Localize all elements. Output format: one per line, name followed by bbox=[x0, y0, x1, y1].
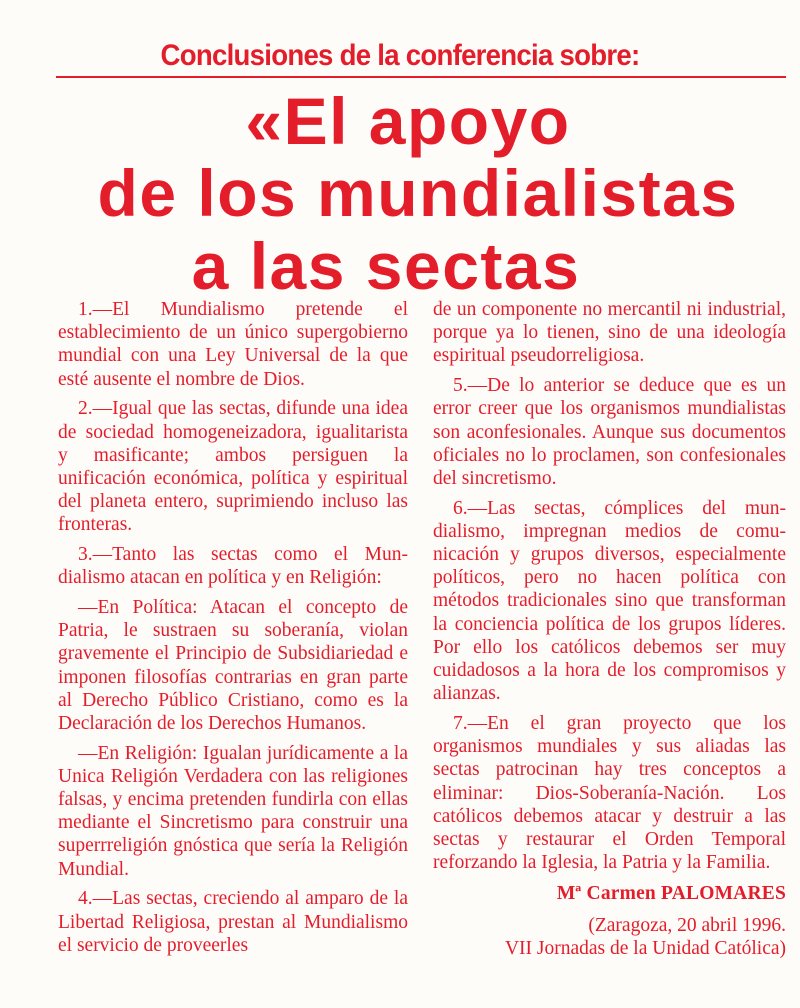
article-title-line-3: a las sectas bbox=[191, 229, 581, 303]
article-subtitle: Conclusiones de la conferencia sobre: bbox=[160, 39, 640, 72]
paragraph-5: 5.—De lo anterior se deduce que es un error creer que los organismos mundialistas son aconfesionales. Aunque sus documentos oficiales no lo proclamen, son confesionales del sincretismo. bbox=[433, 375, 786, 489]
paragraph-4-continuation: de un componente no mercantil ni industrial, porque ya lo tienen, sino de una ideología espiritual pseudorreligiosa. bbox=[433, 299, 786, 367]
subtitle-rule bbox=[56, 76, 786, 78]
left-text-column bbox=[58, 298, 408, 963]
signature-event: VII Jornadas de la Unidad Católica) bbox=[504, 937, 786, 959]
paragraph-3: 3.—Tanto las sectas como el Mundialismo atacan en política y en Religión: bbox=[58, 544, 408, 589]
paragraph-6: 6.—Las sectas, cómplices del mundialismo, impregnan medios de comunicación y grupos diversos, especialmente políticos, pero no hacen política con métodos tradicionales sino que transforman la conciencia política de los grupos líderes. Por ello los católicos debemos ser muy cuidadosos a la hora de los compromisos y alianzas. bbox=[433, 497, 786, 705]
right-text-column bbox=[433, 298, 786, 960]
article-title-line-1: «El apoyo bbox=[245, 84, 571, 158]
paragraph-2: 2.—Igual que las sectas, difunde una idea de sociedad homogeneizadora, igualitarista y masificante; ambos persiguen la unificación económica, política y espiritual del planeta entero, suprimiendo incluso las fronteras. bbox=[58, 398, 408, 536]
paragraph-7: 7.—En el gran proyecto que los organismos mundiales y sus aliadas las sectas patrocinan hay tres conceptos a eliminar: Dios-Soberanía-Nación. Los católicos debemos atacar y destruir a las sectas y restaurar el Orden Temporal reforzando la Iglesia, la Patria y la Familia. bbox=[433, 712, 786, 874]
paragraph-1: 1.—El Mundialismo pretende el establecimiento de un único supergobierno mundial con una Ley Universal de la que esté ausente el nombre de Dios. bbox=[58, 299, 408, 390]
signature-place-date: (Zaragoza, 20 abril 1996. bbox=[588, 914, 786, 936]
paragraph-3-religion: —En Religión: Igualan jurídicamente a la Unica Religión Verdadera con las religiones falsas, y encima pretenden fundirla con ellas mediante el Sincretismo para construir una superrreligión gnóstica que sería la Religión Mundial. bbox=[58, 742, 408, 880]
paragraph-3-politica: —En Política: Atacan el concepto de Patria, le sustraen su soberanía, violan gravemente el Principio de Subsidiariedad e imponen filosofías contrarias en gran parte al Derecho Público Cristiano, como es la Declaración de los Derechos Humanos. bbox=[58, 596, 408, 734]
paragraph-4: 4.—Las sectas, creciendo al amparo de la Libertad Religiosa, prestan al Mundialismo el servicio de proveerles bbox=[58, 888, 408, 956]
article-title-line-2: de los mundialistas bbox=[97, 156, 739, 230]
author-signature: Mª Carmen PALOMARES bbox=[556, 883, 786, 905]
